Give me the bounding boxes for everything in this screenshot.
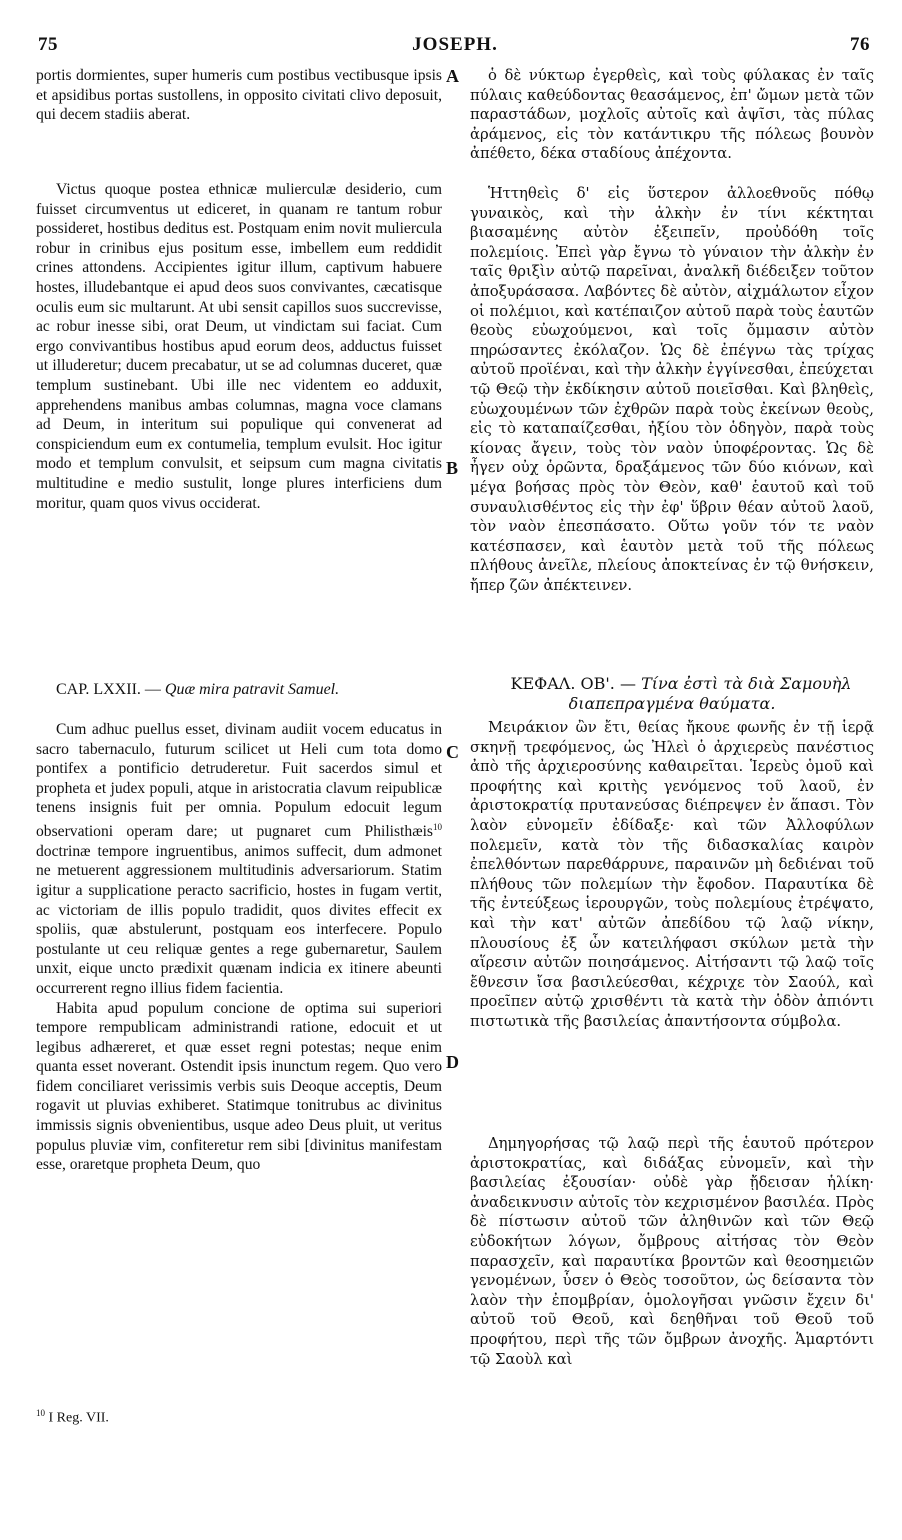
chapter-title-greek: Τίνα ἐστὶ τὰ διὰ Σαμουὴλ διαπεπραγμένα θαύματα. [568,674,852,713]
latin-text: doctrinæ tempore ingruentibus, animos suffecit, dum admonet ne metuerent aggressionem multitudinis adversariorum. Statim igitur a supplicatione peracto sacrificio, hostes in fugam vertit, ac victoriam de illis populo tradidit, quos divites effecit ex spoliis, quæ abstulerunt, postquam eos interfecere. Populo postulante ut ceu reliquæ gentes a rege gubernaretur, Saulem unxit, eique uncto prædixit quænam indicia ex itinere abeunti occurrerent regno illius fidem facientia. [36,842,442,997]
margin-letter: C [446,742,459,762]
footnote-text: I Reg. VII. [45,1410,109,1426]
latin-paragraph: Victus quoque postea ethnicæ mulierculæ desiderio, cum fuisset circumventus ut ediceret, in quanam re tantum robur possideret, hostibus deditus est. Postquam enim novit muliercula robur in crinibus ejus positum esse, imbellem eum reddidit crines attondens. Accipientes igitur illum, captivum habuere hostes, illudebantque ei apud deos suos convivantes, cæcatisque oculis eum sic multarunt. At ubi sensit capillos suos succrevisse, ac robur inesse sibi, orat Deum, ut vindictam sui faciat. Cum ergo convivantibus hostibus apud eorum deos, adductus fuisset ut illuderetur; ducem precabatur, ut se ad columnas duceret, quæ templum sustinebant. Ubi ille nec videntem eo adduxit, apprehendens manibus ambas columnas, magna voce clamans ad Deum, in interitum sui populique qui convenerat ad conspiciendum eum ex contumelia, templum evulsit. Hoc igitur modo et templum convulsit, et seipsum cum magna civitatis multitudine e medio sustulit, longe plures interficiens dum moritur, quam quos vivus occiderat. [36,181,442,512]
footnote-ref: 10 [433,821,442,832]
margin-letter: D [446,1052,459,1072]
greek-column-top [470,66,874,164]
margin-letter: B [446,458,459,478]
greek-paragraph: Μειράκιον ὢν ἔτι, θείας ἤκουε φωνῆς ἐν τῇ ἱερᾷ σκηνῇ τρεφόμενος, ὡς Ἠλεὶ ὁ ἀρχιερεὺς πανέστιος ἀπὸ τῆς ἀρχιεροσύνης καθαιρεῖται. Ἱερεὺς ὁμοῦ καὶ προφήτης καὶ κριτὴς γενόμενος τοῦ λαοῦ, ἐν ἀριστοκρατίᾳ πρυτανεύσας διέπρεψεν ἐν ἅπασι. Τὸν λαὸν εὐνομεῖν ἐδίδαξε· καὶ τῶν Ἀλλοφύλων πολεμεῖν, κατὰ τὸν τῆς διδασκαλίας καιρὸν ἐπελθόντων παρεθάρρυνε, παραινῶν μὴ δεδιέναι τοῦ πλήθους τῶν πολεμίων τὴν ἔφοδον. Παραυτίκα δὲ τῆς ἐντεύξεως ἱερουργῶν, τοὺς πολεμίους ἐτρέψατο, καὶ τὴν κατ' αὐτῶν ἀπεδίδου τῷ λαῷ νίκην, πλουσίους ἐξ ὧν κατειλήφασι σκύλων μετὰ τὴν αἵρεσιν αὐτῶν ποιησάμενος. Αἰτήσαντι τῷ λαῷ τοῖς ἔθνεσιν ἴσα βασιλεύεσθαι, κέχριχε τὸν Σαούλ, καὶ προεῖπεν αὐτῷ χρισθέντι τὰ κατὰ τὴν ὁδὸν ἀπιόντι πιστωτικὰ τῆς βασιλείας ἀπαντήσοντα σύμβολα. [470,719,874,1030]
latin-paragraph [36,720,442,999]
chapter-title-latin: Quæ mira patravit Samuel. [164,681,340,698]
latin-paragraph: portis dormientes, super humeris cum postibus vectibusque ipsis et apsidibus portas sustollens, in opposito civitati clivo deposuit, qui decem stadiis aberat. [36,67,442,124]
greek-paragraph: ὁ δὲ νύκτωρ ἐγερθεὶς, καὶ τοὺς φύλακας ἐν ταῖς πύλαις καθεύδοντας θεασάμενος, ἐπ' ὤμων μετὰ τῶν παραστάδων, μοχλοῖς αὐτοῖς καὶ ἀψῖσι, τὰς πύλας ἀράμενος, εἰς τὸν κατάντικρυ τῆς πόλεως βουνὸν ἀπέθετο, δέκα σταδίους ἀπέχοντα. [470,67,874,163]
greek-column-samuel [470,718,874,1032]
footnote-number: 10 [36,1408,45,1418]
chapter-label-greek: ΚΕΦΑΛ. ΟΒ'. — [510,674,636,693]
greek-column-assembly [470,1134,874,1369]
greek-column-samson [470,184,874,595]
latin-text: Cum adhuc puellus esset, divinam audiit vocem educatus in sacro tabernaculo, futurum scilicet ut Heli cum tota domo pontifex a pontificio detruderetur. Fuit sacerdos simul et propheta et judex populi, atque in aristocratia clavum reipublicæ tenens insignis fuit per omnia. Populum edocuit legum observationi operam dare; ut pugnaret cum Philisthæis [36,721,442,841]
latin-column-samuel [36,720,442,1175]
greek-paragraph: Ἡττηθεὶς δ' εἰς ὕστερον ἀλλοεθνοῦς πόθῳ γυναικὸς, καὶ τὴν ἀλκὴν ἐν τίνι κέκτηται βιασαμένης αὐτὸν ἐξειπεῖν, προὐδόθη τοῖς πολεμίοις. Ἐπεὶ γὰρ ἔγνω τὸ γύναιον τὴν ἀλκὴν ἐν ταῖς θριξὶν αὐτῷ παρεῖναι, ἀναλκῆ διέδειξεν τοῦτον ἀποξυράσασα. Λαβόντες δὲ αὐτὸν, αἰχμάλωτον εἶχον οἱ πολέμιοι, καὶ κατέπαιζον αὐτοῦ παρὰ τοὺς ἑαυτῶν θεοὺς εὐωχούμενοι, καὶ τοῖς ὄμμασιν αὐτὸν πηρώσαντες ἐκόλαζον. Ὡς δὲ ἐπέγνω τὰς τρίχας αὐτοῦ προϊέναι, καὶ τὴν ἀλκὴν ἐγγίνεσθαι, ἐπεύχεται τῷ Θεῷ τὴν ἐκδίκησιν αὐτοῦ ποιεῖσθαι. Καὶ βληθεὶς, εὐωχουμένων τῶν ἐχθρῶν παρὰ τοὺς ἐκείνων θεοὺς, εἰς τὸ καταπαίζεσθαι, ἠξίου τὸν ὁδηγὸν, παρὰ τοὺς κίονας ἄγειν, τοὺς τὸν ναὸν ὑποφέροντας. Ὡς δὲ ἦγεν οὐχ ὁρῶντα, δραξάμενος τῶν δύο κιόνων, καὶ μέγα βοήσας πρὸς τὸν Θεὸν, καθ' ἑαυτοῦ καὶ τοῦ συναυλισθέντος εἰς τὴν ἐφ' ὕβριν θέαν αὐτοῦ λαοῦ, τὸν ναὸν ἐπεσπάσατο. Οὕτω γοῦν τόν τε ναὸν κατέσπασεν, καὶ ἑαυτὸν μετὰ τοῦ τῆς πόλεως πλήθους ἀνεῖλε, πλείους ἀποκτείνας ἐν τῷ θνήσκειν, ἤπερ ζῶν ἀπέκτεινεν. [470,185,874,594]
page-number-right: 76 [850,34,870,55]
greek-paragraph: Δημηγορήσας τῷ λαῷ περὶ τῆς ἑαυτοῦ πρότερον ἀριστοκρατίας, καὶ διδάξας εὐνομεῖν, καὶ τὴν βασιλείας ἐξουσίαν· οὐδὲ γὰρ ᾔδεισαν ἡλίκη· ἀναδεικνυσιν αὐτοῖς τὸν κεχρισμένον βασιλέα. Πρὸς δὲ πίστωσιν αὐτοῦ τῶν ἀληθινῶν καὶ τῶν Θεῷ εὐδοκήτων λόγων, ὄμβρους αἰτήσας τὸν Θεὸν παρασχεῖν, καὶ παραυτίκα βροντῶν καὶ θεοσημειῶν γενομένων, ὗσεν ὁ Θεὸς τοσοῦτον, ὡς δείσαντα τὸν λαὸν τὴν ἐπομβρίαν, ὁμολογῆσαι γνῶσιν ἔχειν δι' αὐτοῦ τοῦ Θεοῦ, καὶ δεηθῆναι τοῦ Θεοῦ τοῦ προφήτου, περὶ τῆς τῶν ὄμβρων ἀνοχῆς. Ἁμαρτόντι τῷ Σαοὺλ καὶ [470,1135,874,1368]
latin-column-top [36,66,442,125]
latin-paragraph: Habita apud populum concione de optima sui superiori tempore rempublicam administrandi ratione, edocuit et ut legibus adhæreret, et quæ esset regni potestas; neque enim quanta esset noverant. Ostendit ipsis inunctum regem. Quo vero fidem conciliaret verissimis verbis suis Deoque acceptis, Deum rogavit ut pluvias exhiberet. Statimque tonitrubus ac divinitus immissis signis obvenientibus, usque adeo Deus pluit, ut veritus populus pluviæ vim, confiteretur rem sibi [divinitus manifestam esse, oraretque propheta Deum, quo [36,999,442,1174]
running-title: JOSEPH. [412,34,498,55]
page-number-left: 75 [38,34,58,55]
margin-letter: A [446,66,459,86]
chapter-label-latin: CAP. LXXII. — [56,681,161,698]
latin-chapter-heading [36,680,442,700]
chapter-heading-latin [36,680,442,700]
page-header [38,34,872,60]
footnote [36,1408,109,1427]
chapter-heading-greek [470,674,874,714]
greek-chapter-heading [470,674,874,714]
latin-column-samson [36,180,442,513]
